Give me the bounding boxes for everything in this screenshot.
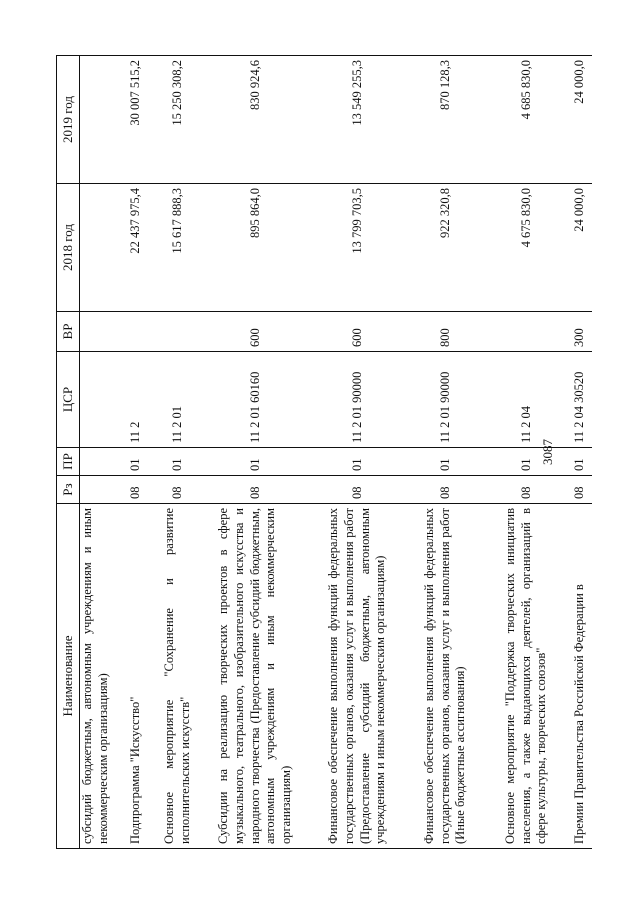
row-2019: 830 924,6: [202, 56, 310, 184]
row-rz: 08: [154, 476, 202, 504]
row-rz: 08: [202, 476, 310, 504]
row-rz: [80, 476, 118, 504]
rotated-page: [56, 56, 586, 849]
row-rz: 08: [486, 476, 568, 504]
row-pr: 01: [202, 448, 310, 476]
row-csr: 11 2 01 60160: [202, 352, 310, 448]
row-2018: 895 864,0: [202, 184, 310, 312]
row-rz: 08: [118, 476, 154, 504]
table-row: [568, 56, 592, 849]
table-row: [486, 56, 568, 849]
row-2018: [80, 184, 118, 312]
row-vr: 800: [406, 312, 486, 352]
row-pr: 01: [568, 448, 592, 476]
table-row: [406, 56, 486, 849]
header-vr: ВР: [57, 312, 80, 352]
row-name: Основное мероприятие "Поддержка творческих инициатив населения, а также выдающихся деятелей, организаций в сфере культуры, творческих союзов": [486, 504, 568, 849]
header-2019: 2019 год: [57, 56, 80, 184]
row-2019: 870 128,3: [406, 56, 486, 184]
row-pr: 01: [118, 448, 154, 476]
row-2018: 4 675 830,0: [486, 184, 568, 312]
row-name: Основное мероприятие "Сохранение и развитие исполнительских искусств": [154, 504, 202, 849]
row-name: Премии Правительства Российской Федерации в: [568, 504, 592, 849]
row-pr: 01: [154, 448, 202, 476]
row-2019: 4 685 830,0: [486, 56, 568, 184]
header-name: Наименование: [57, 504, 80, 849]
row-csr: 11 2: [118, 352, 154, 448]
row-pr: 01: [310, 448, 406, 476]
row-vr: 600: [310, 312, 406, 352]
row-vr: [80, 312, 118, 352]
row-csr: [80, 352, 118, 448]
row-csr: 11 2 04: [486, 352, 568, 448]
row-name: субсидий бюджетным, автономным учреждениям и иным некоммерческим организациям): [80, 504, 118, 849]
header-2018: 2018 год: [57, 184, 80, 312]
table-row: [118, 56, 154, 849]
row-2018: 922 320,8: [406, 184, 486, 312]
row-csr: 11 2 01: [154, 352, 202, 448]
row-name: Финансовое обеспечение выполнения функций федеральных государственных органов, оказания услуг и выполнения работ (Предоставление субсидий бюджетным, автономным учреждениям и иным некоммерческим организациям): [310, 504, 406, 849]
header-csr: ЦСР: [57, 352, 80, 448]
row-name: Подпрограмма "Искусство": [118, 504, 154, 849]
row-name: Субсидии на реализацию творческих проектов в сфере музыкального, театрального, изобразительного искусства и народного творчества (Предоставление субсидий бюджетным, автономным учреждениям и иным некоммерческим организациям): [202, 504, 310, 849]
row-rz: 08: [406, 476, 486, 504]
row-rz: 08: [568, 476, 592, 504]
header-pr: ПР: [57, 448, 80, 476]
row-csr: 11 2 01 90000: [406, 352, 486, 448]
row-pr: 01: [406, 448, 486, 476]
table-row: [310, 56, 406, 849]
row-2019: 13 549 255,3: [310, 56, 406, 184]
table-row: [154, 56, 202, 849]
row-2019: 24 000,0: [568, 56, 592, 184]
page-number: 3087: [540, 439, 555, 465]
row-vr: 300: [568, 312, 592, 352]
row-vr: [154, 312, 202, 352]
row-2019: 15 250 308,2: [154, 56, 202, 184]
budget-table: [56, 55, 592, 849]
row-pr: 01: [486, 448, 568, 476]
row-csr: 11 2 04 30520: [568, 352, 592, 448]
header-rz: Рз: [57, 476, 80, 504]
row-2018: 24 000,0: [568, 184, 592, 312]
row-vr: [486, 312, 568, 352]
table-row: [202, 56, 310, 849]
row-rz: 08: [310, 476, 406, 504]
table-row: [80, 56, 118, 849]
row-vr: 600: [202, 312, 310, 352]
table-header-row: [57, 56, 80, 849]
row-2018: 15 617 888,3: [154, 184, 202, 312]
row-2019: 30 007 515,2: [118, 56, 154, 184]
row-name: Финансовое обеспечение выполнения функций федеральных государственных органов, оказания услуг и выполнения работ (Иные бюджетные ассигнования): [406, 504, 486, 849]
row-vr: [118, 312, 154, 352]
row-2018: 13 799 703,5: [310, 184, 406, 312]
row-2019: [80, 56, 118, 184]
row-csr: 11 2 01 90000: [310, 352, 406, 448]
row-2018: 22 437 975,4: [118, 184, 154, 312]
row-pr: [80, 448, 118, 476]
